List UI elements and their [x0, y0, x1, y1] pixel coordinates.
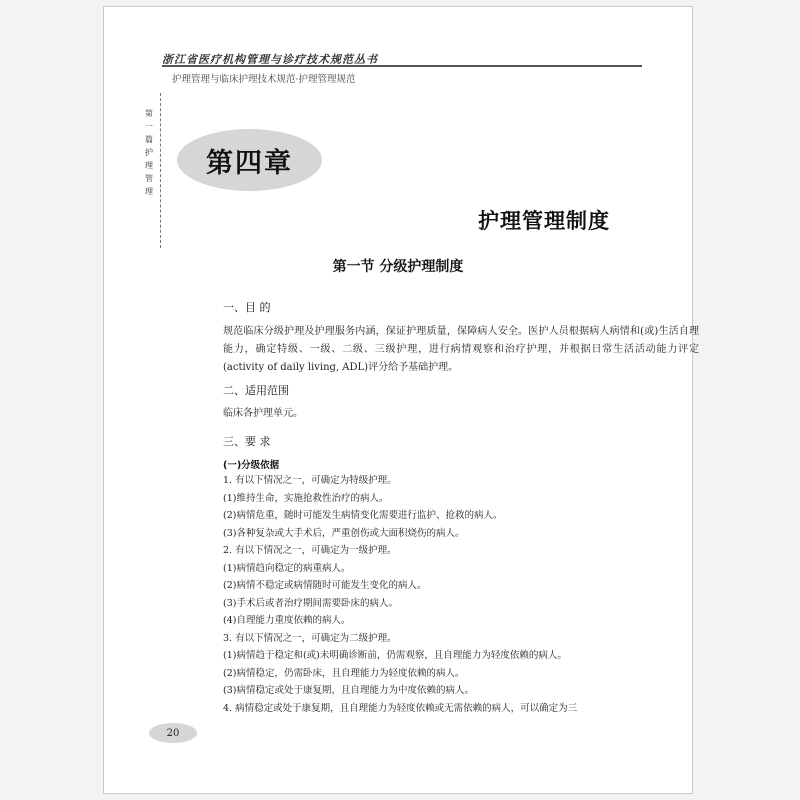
- heading-purpose: 一、目 的: [223, 301, 271, 314]
- list-item: (1)病情趋于稳定和(或)未明确诊断前，仍需观察，且自理能力为轻度依赖的病人。: [223, 650, 567, 661]
- list-item: (3)病情稳定或处于康复期，且自理能力为中度依赖的病人。: [223, 685, 474, 696]
- list-item: 1. 有以下情况之一，可确定为特级护理。: [223, 475, 397, 486]
- paragraph-purpose: 规范临床分级护理及护理服务内涵，保证护理质量，保障病人安全。医护人员根据病人病情和(或)生活自理能力，确定特级、一级、二级、三级护理，进行病情观察和治疗护理，并根据日常生活活动能力评定(activity of daily living, ADL)评分给予基础护理。: [223, 326, 699, 373]
- requirements-list: [223, 472, 699, 717]
- list-item: 4. 病情稳定或处于康复期，且自理能力为轻度依赖或无需依赖的病人，可以确定为三: [223, 702, 578, 714]
- chapter-badge: [177, 129, 322, 191]
- list-item: (2)病情不稳定或病情随时可能发生变化的病人。: [223, 580, 427, 591]
- book-page: [103, 6, 699, 794]
- list-item: (3)手术后或者治疗期间需要卧床的病人。: [223, 597, 398, 609]
- chapter-title: 护理管理制度: [478, 209, 610, 233]
- list-item: (3)各种复杂或大手术后，严重创伤或大面积烧伤的病人。: [223, 527, 465, 539]
- heading-requirements: 三、要 求: [223, 435, 271, 448]
- side-label: 第一篇 护理管理: [145, 109, 153, 196]
- series-title: 浙江省医疗机构管理与诊疗技术规范丛书: [162, 53, 378, 66]
- heading-scope: 二、适用范围: [223, 384, 289, 397]
- list-item: (1)维持生命，实施抢救性治疗的病人。: [223, 492, 389, 504]
- side-divider: [160, 93, 161, 248]
- list-item: (4)自理能力重度依赖的病人。: [223, 615, 351, 626]
- paragraph-scope: 临床各护理单元。: [223, 408, 303, 419]
- list-item: 3. 有以下情况之一，可确定为二级护理。: [223, 632, 397, 644]
- sub-heading-classification: (一)分级依据: [223, 460, 280, 471]
- page-number-badge: [149, 723, 197, 743]
- section-title: 第一节 分级护理制度: [332, 259, 464, 275]
- list-item: 2. 有以下情况之一，可确定为一级护理。: [223, 545, 397, 556]
- book-title: 护理管理与临床护理技术规范·护理管理规范: [172, 74, 356, 85]
- list-item: (2)病情危重，随时可能发生病情变化需要进行监护、抢救的病人。: [223, 510, 503, 521]
- header-divider: [162, 65, 642, 67]
- chapter-number: 第四章: [206, 147, 293, 179]
- page-number: 20: [166, 727, 180, 739]
- list-item: (1)病情趋向稳定的病重病人。: [223, 562, 351, 574]
- list-item: (2)病情稳定，仍需卧床，且自理能力为轻度依赖的病人。: [223, 667, 465, 679]
